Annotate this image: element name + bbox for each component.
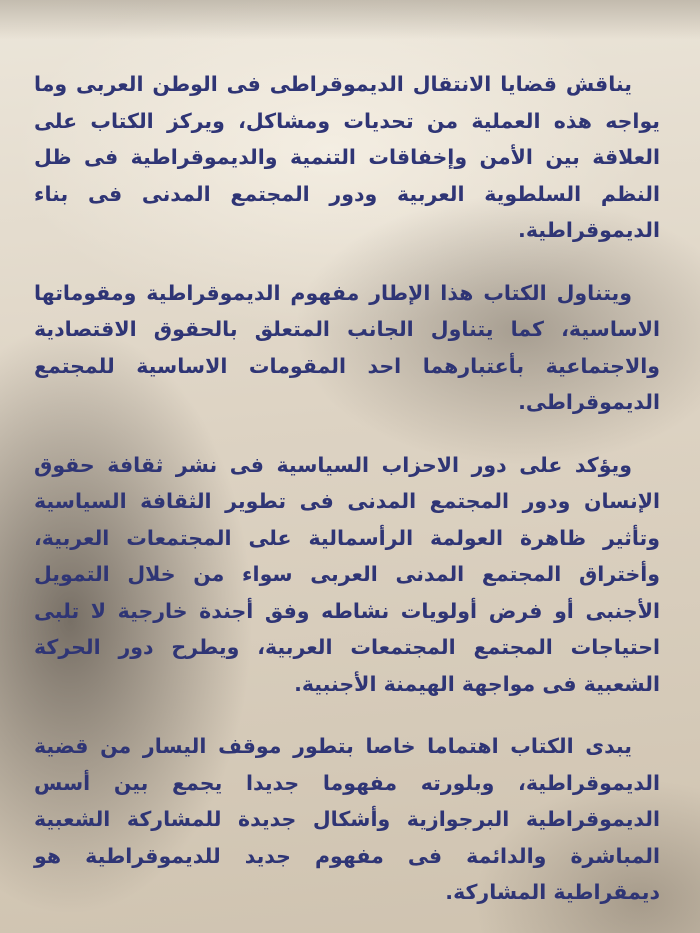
paragraph-1: يناقش قضايا الانتقال الديموقراطى فى الوطن العربى وما يواجه هذه العملية من تحديات ومشاكل، ويركز الكتاب على العلاقة بين الأمن وإخفاقات التنمية والديموقراطية فى ظل النظم السلطوية العربية ودور المجتمع المدنى فى بناء الديموقراطية. [34,72,660,242]
paragraph-2: ويتناول الكتاب هذا الإطار مفهوم الديموقراطية ومقوماتها الاساسية، كما يتناول الجانب المتعلق بالحقوق الاقتصادية والاجتماعية بأعتبارهما احد المقومات الاساسية للمجتمع الديموقراطى. [34,280,660,414]
book-description-text [34,66,660,911]
page-edge-shadow [0,0,700,40]
paragraph-4: يبدى الكتاب اهتماما خاصا بتطور موقف اليسار من قضية الديموقراطية، وبلورته مفهوما جديدا يجمع بين أسس الديموقراطية البرجوازية وأشكال جديدة للمشاركة الشعبية المباشرة والدائمة فى مفهوم جديد للديموقراطية هو ديمقراطية المشاركة. [34,734,660,904]
paragraph-3: ويؤكد على دور الاحزاب السياسية فى نشر ثقافة حقوق الإنسان ودور المجتمع المدنى فى تطوير الثقافة السياسية وتأثير ظاهرة العولمة الرأسمالية على المجتمعات العربية، وأختراق المجتمع المدنى العربى سواء من خلال التمويل الأجنبى أو فرض أولويات نشاطه وفق أجندة خارجية لا تلبى احتياجات المجتمع المجتمعات العربية، ويطرح دور الحركة الشعبية فى مواجهة الهيمنة الأجنبية. [34,452,660,696]
